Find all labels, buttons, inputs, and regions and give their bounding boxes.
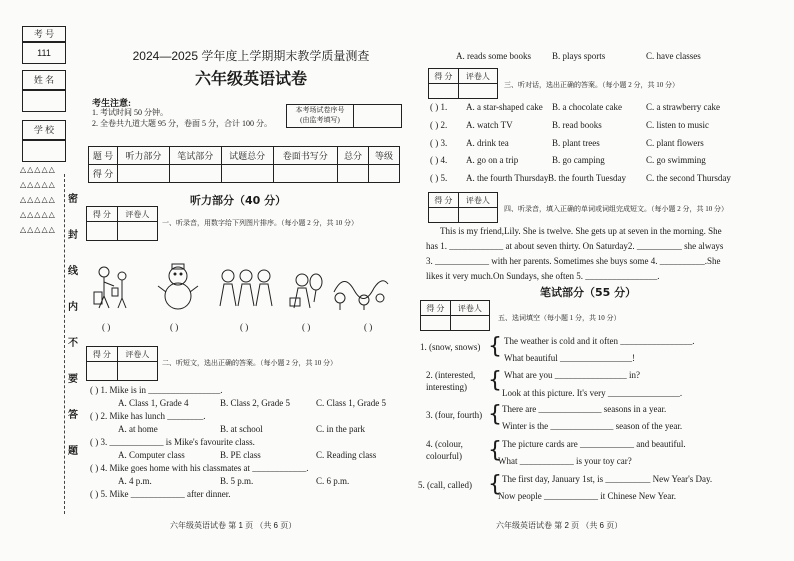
- listen-q4: ( ) 4. Mike goes home with his classmates at ____________.: [90, 463, 309, 473]
- section-3-instruction: 三、听对话，选出正确的答案。（每小题 2 分，共 10 分）: [504, 81, 679, 89]
- seat-number-field[interactable]: [354, 105, 402, 127]
- dialog-q1-a[interactable]: A. a star-shaped cake: [466, 102, 543, 112]
- title-top: 2024—2025 学年度上学期期末教学质量测查: [132, 49, 370, 63]
- section-2-instruction: 二、听短文，选出正确的答案。（每小题 2 分，共 10 分）: [162, 359, 337, 367]
- listen-q1-a[interactable]: A. Class 1, Grade 4: [118, 398, 189, 408]
- fill-2-words: 2. (interested, interesting): [426, 370, 476, 392]
- name-label: 姓 名: [22, 70, 66, 90]
- dialog-q4-c[interactable]: C. go swimming: [646, 155, 706, 165]
- listen-q2-b[interactable]: B. at school: [220, 424, 263, 434]
- fill-4-brace: {: [488, 438, 502, 463]
- passage-line-2: has 1. ____________ at about seven thirty. On Saturday2. __________ she always: [426, 241, 724, 251]
- note-2: 2. 全卷共九道大题 95 分，卷面 5 分，合计 100 分。: [92, 119, 272, 128]
- section-5-instruction: 五、选词填空（每小题 1 分，共 10 分）: [498, 314, 621, 322]
- dialog-q2: ( ) 2.: [430, 120, 448, 130]
- fill-1-line-1[interactable]: The weather is cold and it often ________________.: [504, 336, 695, 346]
- fill-1-line-2[interactable]: What beautiful ________________!: [504, 353, 635, 363]
- school-field[interactable]: [22, 140, 66, 162]
- score-table-row: 得 分: [89, 165, 400, 183]
- notes-title: 考生注意:: [92, 98, 131, 108]
- listen-q5: ( ) 5. Mike ____________ after dinner.: [90, 489, 231, 499]
- score-table-header: 题 号 听力部分 笔试部分 试题总分 卷面书写分 总分 等级: [89, 147, 400, 165]
- fill-3-brace: {: [488, 402, 502, 427]
- dialog-q3: ( ) 3.: [430, 138, 448, 148]
- fill-3-line-2[interactable]: Winter is the ______________ season of the year.: [502, 421, 683, 431]
- left-strip: [6, 4, 78, 544]
- picture-answer-1[interactable]: ( ): [102, 322, 111, 332]
- dialog-q1-c[interactable]: C. a strawberry cake: [646, 102, 720, 112]
- writing-title: 笔试部分（55 分）: [540, 286, 637, 299]
- fill-4-line-2[interactable]: What ____________ is your toy car?: [498, 456, 632, 466]
- picture-snowman-icon: [158, 264, 198, 309]
- passage-line-3: 3. ____________ with her parents. Sometimes she buys some 4. __________.She: [426, 256, 721, 266]
- dialog-q3-b[interactable]: B. plant trees: [552, 138, 600, 148]
- picture-answer-4[interactable]: ( ): [302, 322, 311, 332]
- exam-no-label: 考 号: [22, 26, 66, 42]
- passage-line-1: This is my friend,Lily. She is twelve. She gets up at seven in the morning. She: [440, 226, 722, 236]
- dialog-q5-b[interactable]: B. the fourth Tuesday: [548, 173, 627, 183]
- score-box-4: 得 分 评卷人: [428, 192, 498, 223]
- picture-answer-5[interactable]: ( ): [364, 322, 373, 332]
- listen-q2-a[interactable]: A. at home: [118, 424, 158, 434]
- dialog-q4: ( ) 4.: [430, 155, 448, 165]
- listen-q3-b[interactable]: B. PE class: [220, 450, 261, 460]
- fill-5-brace: {: [488, 472, 502, 497]
- picture-answer-3[interactable]: ( ): [240, 322, 249, 332]
- note-1: 1. 考试时间 50 分钟。: [92, 108, 168, 117]
- dialog-q1-b[interactable]: B. a chocolate cake: [552, 102, 622, 112]
- dialog-q3-a[interactable]: A. drink tea: [466, 138, 509, 148]
- dialog-q2-c[interactable]: C. listen to music: [646, 120, 709, 130]
- listen-q3: ( ) 3. ____________ is Mike's favourite class.: [90, 437, 255, 447]
- seat-label-box: 本考场试卷序号 (由监考填写): [287, 105, 354, 127]
- score-box-3: 得 分 评卷人: [428, 68, 498, 99]
- dialog-q1: ( ) 1.: [430, 102, 448, 112]
- listen-q4-c[interactable]: C. 6 p.m.: [316, 476, 350, 486]
- pictures-row: [90, 262, 390, 312]
- dialog-q4-a[interactable]: A. go on a trip: [466, 155, 519, 165]
- school-label: 学 校: [22, 120, 66, 140]
- listen-q1-c[interactable]: C. Class 1, Grade 5: [316, 398, 386, 408]
- listen-q3-c[interactable]: C. Reading class: [316, 450, 377, 460]
- dialog-q2-b[interactable]: B. read books: [552, 120, 602, 130]
- fill-2-line-1[interactable]: What are you ________________ in?: [504, 370, 640, 380]
- listen-q2-c[interactable]: C. in the park: [316, 424, 365, 434]
- score-box-2: 得 分 评卷人: [86, 346, 158, 381]
- score-box-5: 得 分 评卷人: [420, 300, 490, 331]
- fill-4-line-1[interactable]: The picture cards are ____________ and beautiful.: [502, 439, 686, 449]
- fill-2-line-2[interactable]: Look at this picture. It's very ________________.: [502, 388, 683, 398]
- section-4-instruction: 四、听录音，填入正确的单词或词组完成短文。（每小题 2 分，共 10 分）: [504, 205, 728, 213]
- listen-q5-a[interactable]: A. reads some books: [456, 51, 531, 61]
- fill-1-words: 1. (snow, snows): [420, 342, 481, 352]
- picture-dragon-dance-icon: [334, 281, 388, 310]
- picture-answer-2[interactable]: ( ): [170, 322, 179, 332]
- footer-left: 六年级英语试卷 第 1 页 （共 6 页）: [170, 521, 297, 530]
- fill-5-line-1[interactable]: The first day, January 1st, is __________ New Year's Day.: [502, 474, 713, 484]
- score-table: [88, 146, 400, 183]
- picture-party-icon: [290, 274, 322, 308]
- picture-children-icon: [220, 270, 272, 306]
- dialog-q5-c[interactable]: C. the second Thursday: [646, 173, 731, 183]
- triangle-column-left: △△△△△ △△△△△ △△△△△ △△△△△ △△△△△: [20, 165, 56, 234]
- listening-title: 听力部分（40 分）: [190, 194, 287, 207]
- dialog-q3-c[interactable]: C. plant flowers: [646, 138, 704, 148]
- fill-4-words: 4. (colour, colourful): [426, 439, 463, 461]
- score-box-1: 得 分 评卷人: [86, 206, 158, 241]
- name-field[interactable]: [22, 90, 66, 112]
- listen-q1: ( ) 1. Mike is in ________________.: [90, 385, 223, 395]
- listen-q4-b[interactable]: B. 5 p.m.: [220, 476, 254, 486]
- listen-q4-a[interactable]: A. 4 p.m.: [118, 476, 152, 486]
- fill-2-brace: {: [488, 368, 502, 393]
- dialog-q5-a[interactable]: A. the fourth Thursday: [466, 173, 549, 183]
- fill-3-words: 3. (four, fourth): [426, 410, 483, 420]
- seat-number-box: [286, 104, 402, 128]
- listen-q2: ( ) 2. Mike has lunch ________.: [90, 411, 206, 421]
- listen-q5-b[interactable]: B. plays sports: [552, 51, 606, 61]
- dialog-q5: ( ) 5.: [430, 173, 448, 183]
- section-1-instruction: 一、听录音，用数字给下列图片排序。（每小题 2 分，共 10 分）: [162, 219, 358, 227]
- fill-3-line-1[interactable]: There are ______________ seasons in a year.: [502, 404, 667, 414]
- seal-text: 密 封 线 内 不 要 答 题: [68, 194, 78, 457]
- fill-1-brace: {: [488, 334, 502, 359]
- footer-right: 六年级英语试卷 第 2 页 （共 6 页）: [496, 521, 623, 530]
- exam-no-value: 111: [22, 42, 66, 64]
- fill-5-line-2[interactable]: Now people ____________ it Chinese New Year.: [498, 491, 676, 501]
- dialog-q4-b[interactable]: B. go camping: [552, 155, 605, 165]
- listen-q5-c[interactable]: C. have classes: [646, 51, 701, 61]
- passage-line-4: likes it very much.On Sundays, she often 5. ________________.: [426, 271, 660, 281]
- listen-q3-a[interactable]: A. Computer class: [118, 450, 185, 460]
- listen-q1-b[interactable]: B. Class 2, Grade 5: [220, 398, 290, 408]
- fill-5-words: 5. (call, called): [418, 480, 472, 490]
- dialog-q2-a[interactable]: A. watch TV: [466, 120, 513, 130]
- page-title: 六年级英语试卷: [194, 69, 307, 88]
- picture-family-shopping-icon: [94, 267, 126, 308]
